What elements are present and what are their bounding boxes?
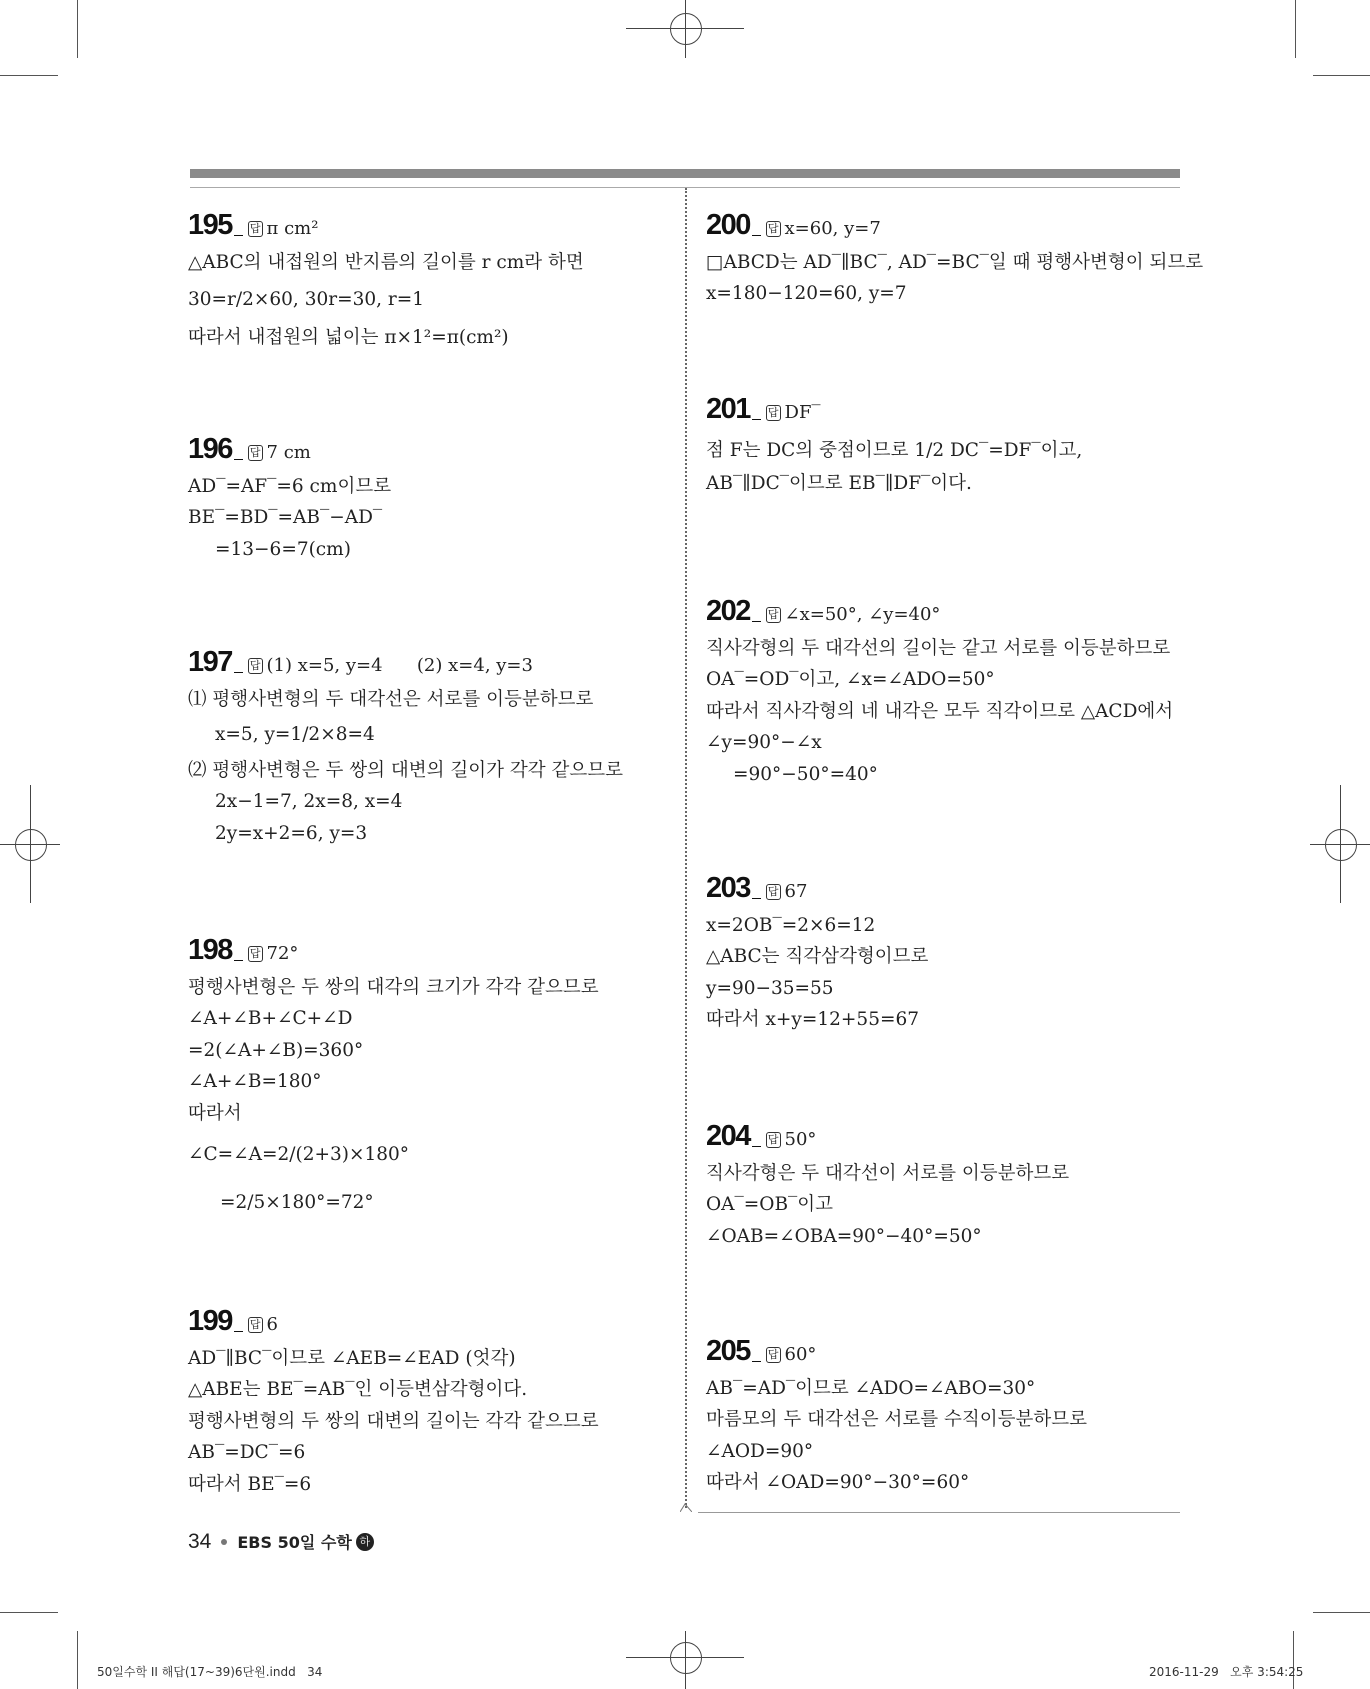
registration-mark-icon — [30, 785, 31, 903]
solution-line: 따라서 ∠OAD=90°−30°=60° — [706, 1472, 970, 1493]
answer-mark-icon: 답 — [249, 222, 261, 235]
solution-line: OA‾=OD‾이고, ∠x=∠ADO=50° — [706, 669, 995, 690]
solution-line: x=5, y=1/2×8=4 — [215, 724, 375, 745]
solution-line: 따라서 — [188, 1102, 242, 1124]
answer: 60° — [784, 1344, 817, 1365]
solution-line: 따라서 x+y=12+55=67 — [706, 1009, 920, 1030]
crop-mark — [0, 75, 58, 76]
answer: 50° — [784, 1129, 817, 1150]
solution-line: ∠A+∠B+∠C+∠D — [188, 1008, 353, 1029]
solution-line: 평행사변형의 두 쌍의 대변의 길이는 각각 같으므로 — [188, 1410, 599, 1432]
problem-number: 200 — [706, 209, 750, 241]
solution-line: ⑴ 평행사변형의 두 대각선은 서로를 이등분하므로 — [188, 688, 594, 710]
crop-mark — [0, 1612, 58, 1613]
solution-line: AB‾∥DC‾이므로 EB‾∥DF‾이다. — [706, 473, 972, 494]
problem-number: 202 — [706, 595, 750, 627]
registration-mark-icon — [1340, 785, 1341, 903]
answer: ∠x=50°, ∠y=40° — [784, 604, 941, 625]
header-bar — [190, 169, 1180, 178]
problem-198 — [188, 935, 599, 1218]
problem-number: 199 — [188, 1305, 232, 1337]
crop-mark — [77, 1631, 78, 1689]
solution-line: =2(∠A+∠B)=360° — [188, 1039, 364, 1061]
answer-mark-icon: 답 — [249, 446, 261, 459]
solution-line: x=2OB‾=2×6=12 — [706, 914, 876, 936]
registration-mark-icon — [1325, 829, 1357, 861]
problem-number: 198 — [188, 934, 232, 966]
volume-badge: 하 — [356, 1533, 374, 1551]
solution-line: AB‾=AD‾이므로 ∠ADO=∠ABO=30° — [706, 1377, 1036, 1399]
answer-mark-icon: 답 — [767, 1133, 779, 1146]
print-slug-timestamp: 2016-11-29 오후 3:54:25 — [1149, 1665, 1304, 1679]
solution-line: 따라서 직사각형의 네 내각은 모두 직각이므로 △ACD에서 — [706, 700, 1174, 722]
solution-line: △ABC는 직각삼각형이므로 — [706, 946, 929, 967]
answer-mark-icon: 답 — [767, 222, 779, 235]
solution-line: =13−6=7(cm) — [215, 538, 351, 560]
registration-mark-icon — [15, 829, 47, 861]
solution-line: AB‾=DC‾=6 — [188, 1442, 306, 1463]
problem-195 — [188, 210, 584, 353]
solution-line: ⑵ 평행사변형은 두 쌍의 대변의 길이가 각각 같으므로 — [188, 759, 623, 781]
solution-line: ∠AOD=90° — [706, 1440, 814, 1462]
crop-mark — [1293, 1631, 1294, 1689]
problem-number: 196 — [188, 433, 232, 465]
problem-202 — [706, 596, 1173, 790]
solution-line: x=180−120=60, y=7 — [706, 283, 907, 304]
problem-200 — [706, 210, 1203, 310]
solution-line: =90°−50°=40° — [733, 763, 878, 785]
solution-line: BE‾=BD‾=AB‾−AD‾ — [188, 507, 383, 528]
problem-204 — [706, 1121, 1069, 1252]
divider-notch-icon — [680, 1500, 692, 1512]
problem-number: 204 — [706, 1120, 750, 1152]
problem-number: 205 — [706, 1335, 750, 1367]
crop-mark — [77, 0, 78, 58]
column-divider — [685, 188, 687, 1508]
solution-line: 마름모의 두 대각선은 서로를 수직이등분하므로 — [706, 1409, 1087, 1430]
crop-mark — [1313, 75, 1370, 76]
bullet-icon — [221, 1539, 227, 1545]
book-title: EBS 50일 수학 — [237, 1533, 352, 1552]
solution-line: ∠C=∠A=2/(2+3)×180° — [188, 1144, 410, 1165]
answer: 7 cm — [266, 442, 311, 463]
solution-line: 직사각형은 두 대각선이 서로를 이등분하므로 — [706, 1162, 1070, 1184]
solution-line: 2x−1=7, 2x=8, x=4 — [215, 791, 403, 812]
solution-line: 따라서 BE‾=6 — [188, 1473, 312, 1495]
problem-number: 195 — [188, 209, 232, 241]
page-number: 34 — [188, 1530, 212, 1553]
solution-line: AD‾∥BC‾이므로 ∠AEB=∠EAD (엇각) — [188, 1347, 516, 1369]
crop-mark — [1295, 0, 1296, 58]
answer: x=60, y=7 — [784, 218, 881, 239]
answer-mark-icon: 답 — [249, 659, 261, 672]
solution-line: ∠OAB=∠OBA=90°−40°=50° — [706, 1225, 982, 1247]
problem-number: 201 — [706, 393, 750, 425]
solution-line: △ABE는 BE‾=AB‾인 이등변삼각형이다. — [188, 1379, 528, 1400]
solution-line: OA‾=OB‾이고 — [706, 1194, 834, 1215]
problem-205 — [706, 1336, 1087, 1499]
print-slug-filename: 50일수학 II 해답(17~39)6단원.indd 34 — [97, 1665, 323, 1679]
solution-line: 따라서 내접원의 넓이는 π×1²=π(cm²) — [188, 326, 509, 348]
problem-196 — [188, 434, 391, 565]
answer-mark-icon: 답 — [767, 1348, 779, 1361]
solution-line: □ABCD는 AD‾∥BC‾, AD‾=BC‾일 때 평행사변형이 되므로 — [706, 251, 1204, 273]
problem-201 — [706, 394, 1082, 500]
solution-line: ∠y=90°−∠x — [706, 732, 822, 753]
solution-line: =2/5×180°=72° — [220, 1191, 374, 1213]
problem-199 — [188, 1306, 599, 1500]
answer: DF‾ — [784, 402, 821, 423]
answer: 6 — [266, 1314, 278, 1335]
registration-mark-icon — [685, 0, 686, 58]
problem-number: 203 — [706, 872, 750, 904]
solution-line: △ABC의 내접원의 반지름의 길이를 r cm라 하면 — [188, 251, 584, 273]
answer: 72° — [266, 943, 299, 964]
solution-line: AD‾=AF‾=6 cm이므로 — [188, 475, 392, 497]
answer-mark-icon: 답 — [767, 608, 779, 621]
registration-mark-icon — [670, 1642, 702, 1674]
answer: 67 — [784, 881, 808, 902]
answer-mark-icon: 답 — [767, 885, 779, 898]
registration-mark-icon — [670, 13, 702, 45]
answer-mark-icon: 답 — [767, 406, 779, 419]
solution-line: y=90−35=55 — [706, 977, 834, 999]
problem-203 — [706, 873, 928, 1036]
answer: π cm² — [266, 218, 319, 239]
registration-mark-icon — [685, 1631, 686, 1689]
crop-mark — [1313, 1612, 1370, 1613]
page-footer — [188, 1530, 374, 1554]
answer-mark-icon: 답 — [249, 947, 261, 960]
solution-line: 평행사변형은 두 쌍의 대각의 크기가 각각 같으므로 — [188, 976, 599, 998]
answer: (1) x=5, y=4 (2) x=4, y=3 — [266, 655, 533, 676]
problem-197 — [188, 647, 623, 849]
solution-line: 2y=x+2=6, y=3 — [215, 822, 368, 844]
solution-line: 점 F는 DC의 중점이므로 1/2 DC‾=DF‾이고, — [706, 439, 1083, 461]
answer-mark-icon: 답 — [249, 1318, 261, 1331]
bottom-rule — [698, 1512, 1180, 1513]
solution-line: 직사각형의 두 대각선의 길이는 같고 서로를 이등분하므로 — [706, 637, 1171, 659]
solution-line: 30=r/2×60, 30r=30, r=1 — [188, 289, 424, 310]
solution-line: ∠A+∠B=180° — [188, 1071, 322, 1092]
problem-number: 197 — [188, 646, 232, 678]
